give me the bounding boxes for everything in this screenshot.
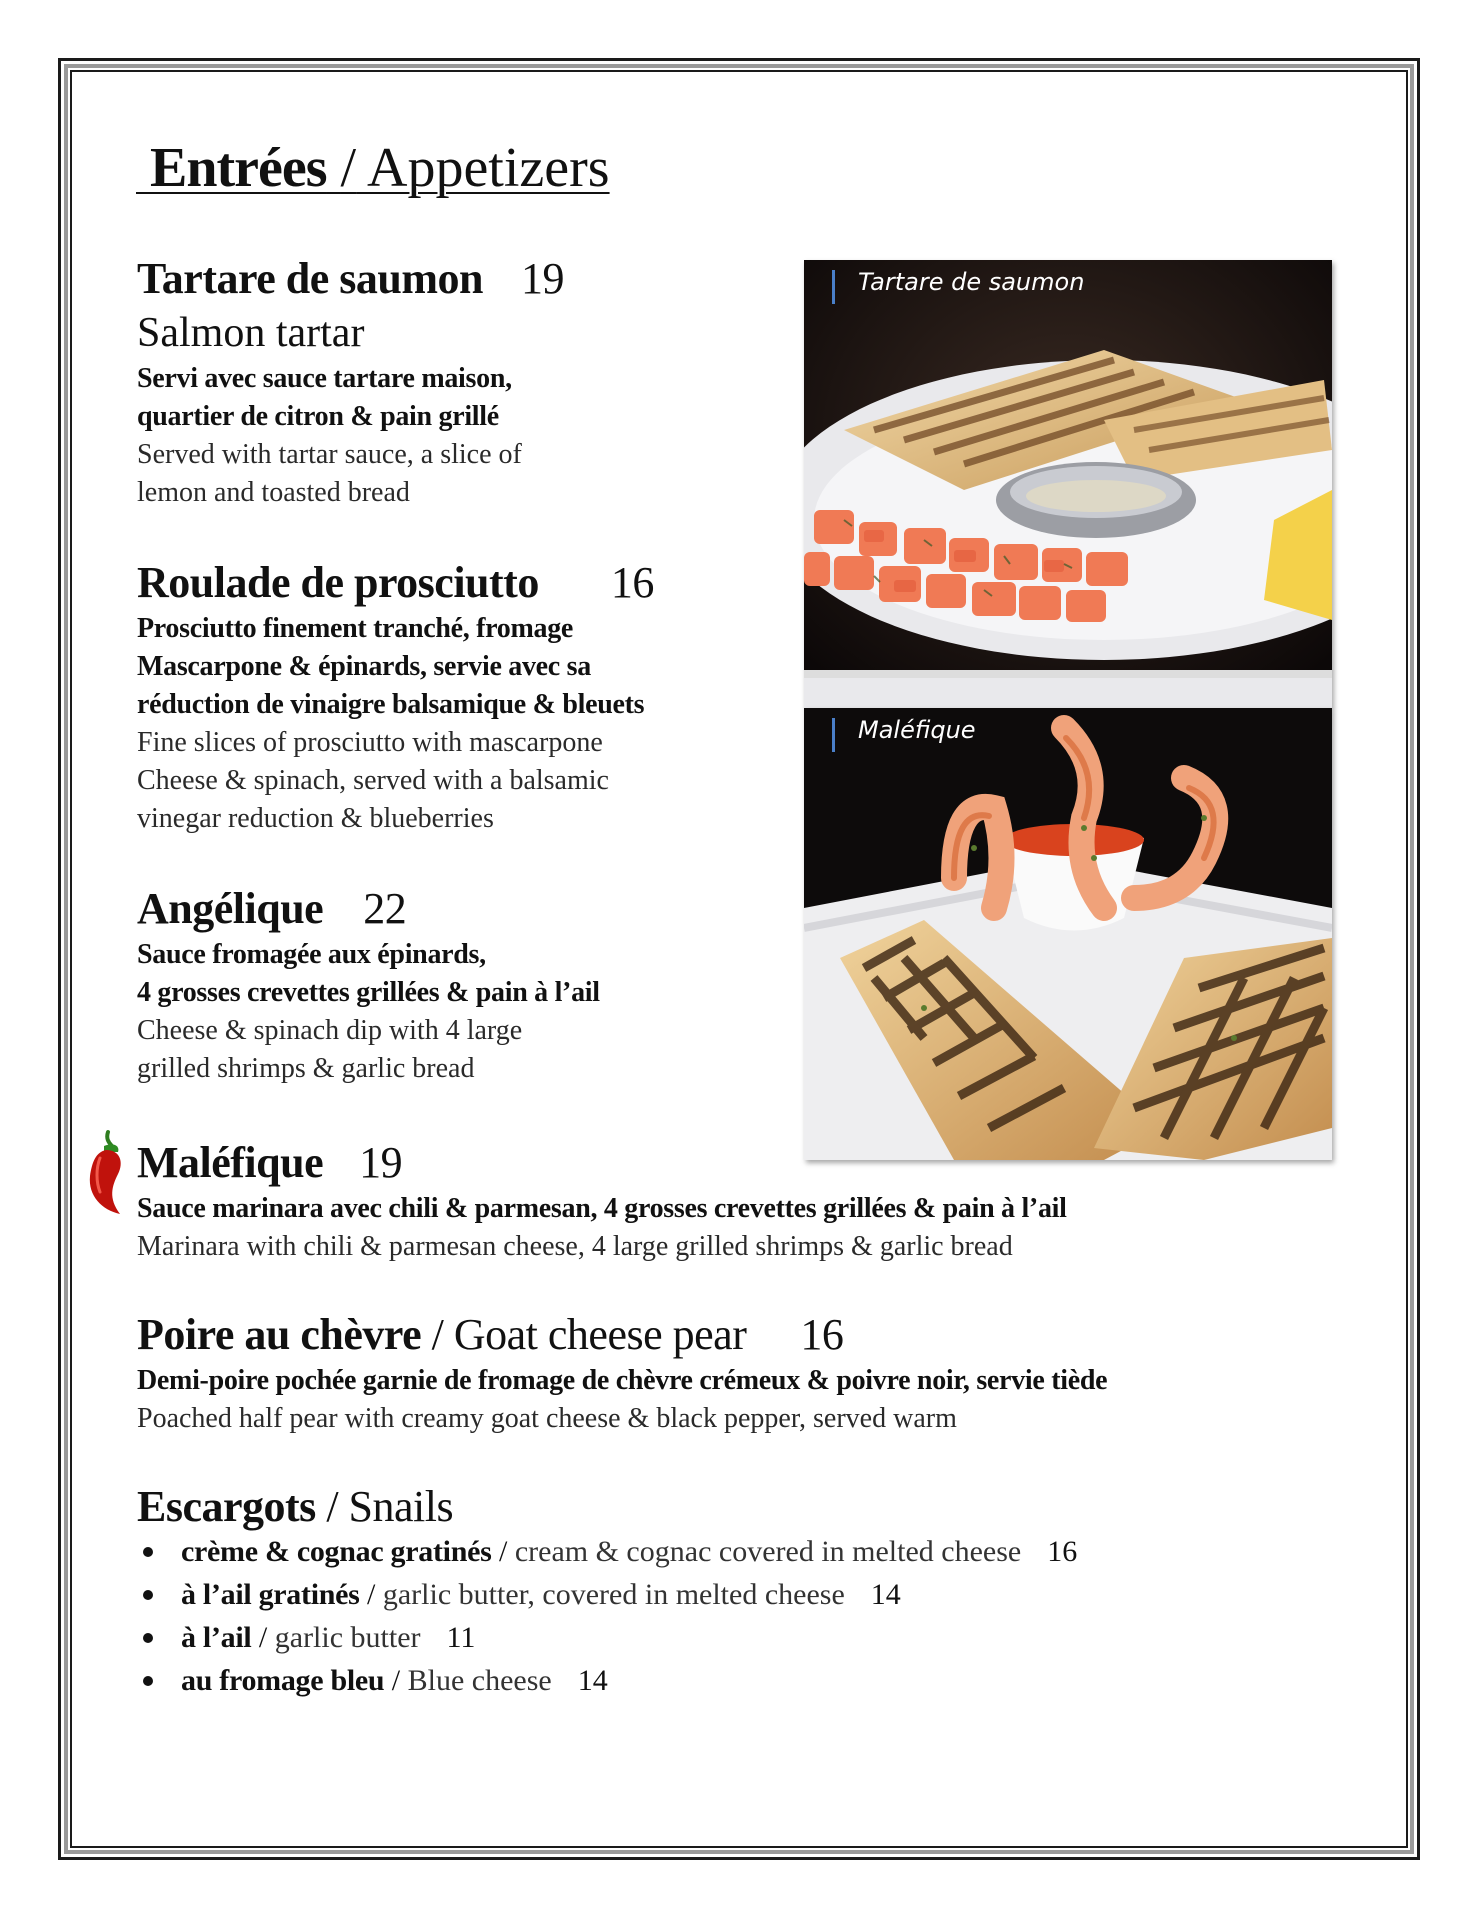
item-desc-en-line: Poached half pear with creamy goat cheese & black pepper, served warm [137, 1403, 957, 1434]
item-price: 16 [610, 558, 654, 607]
item-desc-en-line: lemon and toasted bread [137, 477, 410, 508]
chili-pepper-icon [84, 1128, 130, 1218]
item-desc-fr-line: quartier de citron & pain grillé [137, 401, 499, 432]
photo-tartare-de-saumon [804, 260, 1332, 708]
list-item [137, 1659, 1077, 1702]
item-desc-fr-line: Sauce fromagée aux épinards, [137, 939, 486, 970]
menu-item-tartare [137, 252, 564, 512]
item-desc-fr-line: Sauce marinara avec chili & parmesan, 4 grosses crevettes grillées & pain à l’ail [137, 1193, 1067, 1224]
option-price: 16 [1047, 1535, 1078, 1568]
item-price: 19 [520, 254, 564, 303]
photo-caption: Tartare de saumon [832, 268, 1084, 296]
option-separator: / [258, 1621, 268, 1654]
item-price: 19 [359, 1138, 403, 1187]
title-separator: / [340, 137, 357, 199]
item-desc-fr-line: Mascarpone & épinards, servie avec sa [137, 651, 591, 682]
item-name: Maléfique [137, 1138, 324, 1187]
option-name-en: garlic butter, covered in melted cheese [382, 1578, 845, 1611]
menu-item-roulade [137, 556, 654, 838]
item-english-name: Salmon tartar [137, 310, 365, 356]
photo-tartare-image [804, 260, 1332, 708]
item-name: Poire au chèvre [137, 1310, 422, 1359]
item-price: 16 [800, 1310, 844, 1359]
item-desc-fr-line: Demi-poire pochée garnie de fromage de chèvre crémeux & poivre noir, servie tiède [137, 1365, 1108, 1396]
item-heading [137, 1308, 1107, 1362]
item-desc-en-line: Fine slices of prosciutto with mascarpone [137, 727, 603, 758]
item-desc-fr-line: 4 grosses crevettes grillées & pain à l’ail [137, 977, 600, 1008]
title-french: Entrées [150, 137, 327, 199]
list-item [137, 1530, 1077, 1573]
item-separator: / [431, 1310, 444, 1359]
menu-item-poire [137, 1308, 1107, 1438]
list-item [137, 1616, 1077, 1659]
item-desc-en-line: grilled shrimps & garlic bread [137, 1053, 475, 1084]
item-desc-en-line: Cheese & spinach dip with 4 large [137, 1015, 523, 1046]
menu-item-angelique [137, 882, 600, 1088]
photo-caption: Maléfique [832, 716, 976, 744]
item-desc-en-line: Served with tartar sauce, a slice of [137, 439, 522, 470]
title-english: Appetizers [367, 137, 610, 199]
item-desc-en-line: vinegar reduction & blueberries [137, 803, 494, 834]
option-name-en: Blue cheese [407, 1664, 552, 1697]
photo-malefique [804, 708, 1332, 1160]
item-heading [137, 882, 600, 936]
item-heading [137, 556, 654, 610]
option-name-fr: crème & cognac gratinés [181, 1535, 492, 1568]
option-price: 14 [577, 1664, 608, 1697]
item-separator: / [326, 1482, 339, 1531]
option-name-fr: à l’ail gratinés [181, 1578, 360, 1611]
option-price: 14 [870, 1578, 901, 1611]
escargots-options-list [137, 1530, 1077, 1702]
item-price: 22 [363, 884, 407, 933]
option-separator: / [498, 1535, 508, 1568]
item-english-name: Snails [348, 1482, 454, 1531]
item-desc-fr-line: Prosciutto finement tranché, fromage [137, 613, 574, 644]
option-separator: / [391, 1664, 401, 1697]
list-item [137, 1573, 1077, 1616]
item-english-name: Goat cheese pear [453, 1310, 747, 1359]
item-desc-en-line: Marinara with chili & parmesan cheese, 4 large grilled shrimps & garlic bread [137, 1231, 1013, 1262]
item-heading [137, 252, 564, 306]
menu-item-escargots [137, 1480, 453, 1534]
option-name-en: garlic butter [274, 1621, 421, 1654]
item-desc-fr-line: réduction de vinaigre balsamique & bleuets [137, 689, 645, 720]
option-name-fr: à l’ail [181, 1621, 252, 1654]
menu-title [136, 136, 610, 200]
item-desc-en-line: Cheese & spinach, served with a balsamic [137, 765, 609, 796]
option-name-fr: au fromage bleu [181, 1664, 385, 1697]
option-name-en: cream & cognac covered in melted cheese [514, 1535, 1022, 1568]
option-separator: / [367, 1578, 376, 1611]
item-name: Roulade de prosciutto [137, 558, 539, 607]
item-name: Tartare de saumon [137, 254, 483, 303]
photo-malefique-image [804, 708, 1332, 1160]
item-desc-fr-line: Servi avec sauce tartare maison, [137, 363, 512, 394]
item-name: Escargots [137, 1482, 316, 1531]
item-heading [137, 1480, 453, 1534]
option-price: 11 [446, 1621, 476, 1654]
item-name: Angélique [137, 884, 324, 933]
